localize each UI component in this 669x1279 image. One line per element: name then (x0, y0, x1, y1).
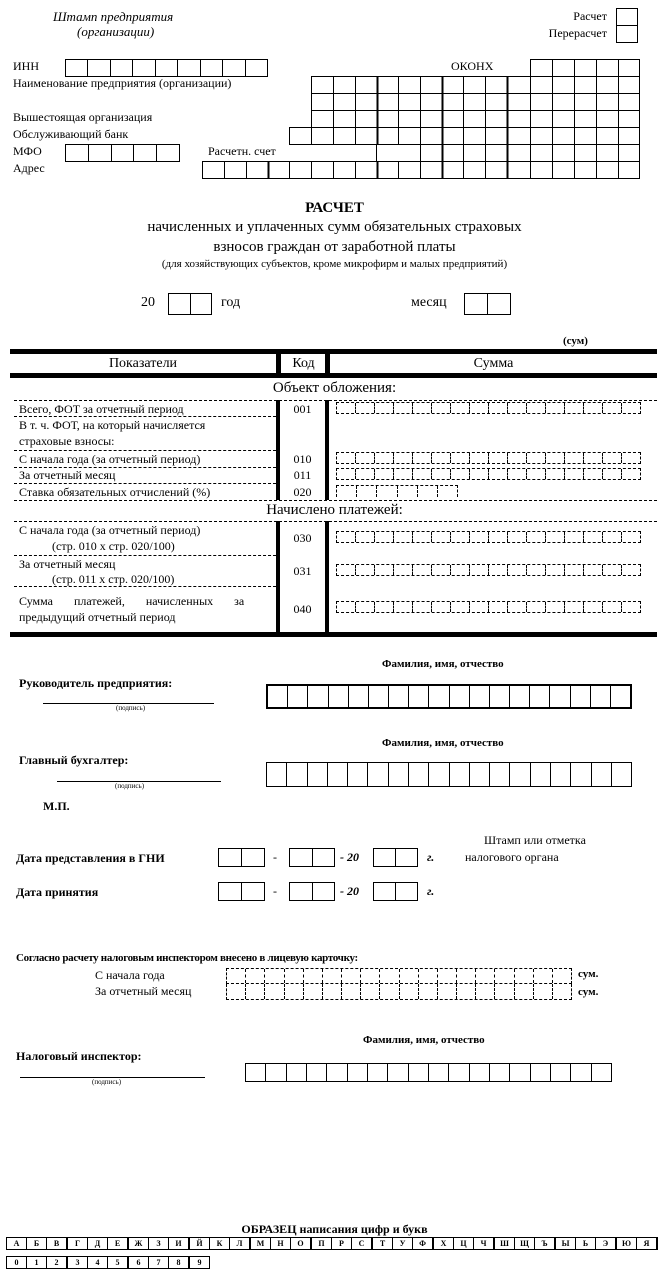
sample-letter: К (210, 1238, 230, 1249)
col-divider (325, 352, 330, 375)
sum-input-040[interactable] (336, 601, 641, 613)
sample-letter: Л (230, 1238, 251, 1249)
month-input[interactable] (464, 293, 511, 315)
director-label: Руководитель предприятия: (19, 676, 173, 690)
row-label: С начала года (за отчетный период) (19, 452, 201, 466)
sample-letter: Ь (576, 1238, 596, 1249)
year-prefix: - 20 (340, 850, 359, 864)
sample-title: ОБРАЗЕЦ написания цифр и букв (241, 1222, 428, 1236)
from-year-label: С начала года (95, 968, 165, 982)
year-suffix: г. (427, 850, 435, 864)
okonh-label: ОКОНХ (451, 59, 494, 73)
year-suffix: г. (427, 884, 435, 898)
section-charged: Начислено платежей: (266, 502, 403, 518)
table-bottom-border (10, 632, 657, 637)
accountant-label: Главный бухгалтер: (19, 753, 129, 767)
sample-letter: Ъ (535, 1238, 556, 1249)
sample-digit: 2 (47, 1257, 68, 1268)
company-name-label: Наименование предприятия (организации) (13, 76, 232, 90)
bank-label: Обслуживающий банк (13, 127, 129, 141)
sample-letter: Й (190, 1238, 210, 1249)
sample-letter: Г (68, 1238, 88, 1249)
row-label: Ставка обязательных отчислений (%) (19, 485, 211, 499)
row-label: С начала года (за отчетный период) (19, 523, 201, 537)
row-code: 010 (293, 452, 312, 466)
from-year-sum-input[interactable] (226, 968, 572, 984)
year-prefix: 20 (141, 295, 155, 310)
sample-digit: 1 (27, 1257, 47, 1268)
sample-letter: Р (332, 1238, 352, 1249)
row-label: В т. ч. ФОТ, на который начисляется (19, 418, 206, 432)
col-indicators: Показатели (108, 356, 178, 371)
sample-letter: В (47, 1238, 68, 1249)
inspector-fio-input[interactable] (245, 1063, 612, 1082)
accountant-fio-input[interactable] (266, 762, 632, 787)
doc-title: РАСЧЕТ (305, 200, 364, 216)
col-divider (325, 400, 329, 500)
year-prefix: - 20 (340, 884, 359, 898)
row-label: страховые взносы: (19, 434, 115, 448)
sample-letter: О (291, 1238, 312, 1249)
fio-label: Фамилия, имя, отчество (382, 737, 504, 749)
stamp-label: Штамп предприятия (53, 9, 174, 24)
sample-letter: Ч (474, 1238, 495, 1249)
sample-letter: Ю (617, 1238, 637, 1249)
sample-letter: И (169, 1238, 190, 1249)
sample-letter: Ф (413, 1238, 434, 1249)
col-sum: Сумма (473, 356, 514, 371)
signature-hint: (подпись) (116, 704, 146, 712)
sample-digit: 4 (88, 1257, 108, 1268)
sample-letter: М (251, 1238, 271, 1249)
row-code: 040 (293, 602, 312, 616)
tax-stamp-label: Штамп или отметка (484, 833, 586, 847)
accepted-year-input[interactable] (373, 882, 418, 901)
unit-label: (сум) (563, 335, 588, 347)
row-label: За отчетный месяц (19, 557, 116, 571)
submitted-day-input[interactable] (218, 848, 265, 867)
account-label: Расчетн. счет (208, 144, 276, 158)
sample-digit: 7 (149, 1257, 169, 1268)
inspector-label: Налоговый инспектор: (16, 1049, 142, 1063)
sample-letter: Т (373, 1238, 393, 1249)
row-code: 011 (293, 468, 312, 482)
row-code: 031 (293, 564, 312, 578)
sample-letter: П (312, 1238, 332, 1249)
sample-letter: Ц (454, 1238, 474, 1249)
row-label: За отчетный месяц (19, 468, 116, 482)
sample-letter: Ш (495, 1238, 515, 1249)
sample-digit: 0 (7, 1257, 27, 1268)
year-label: год (221, 295, 241, 310)
sum-input-020[interactable] (336, 485, 458, 497)
address-label: Адрес (13, 161, 45, 175)
calc-label: Расчет (573, 9, 607, 23)
row-code: 020 (293, 485, 312, 499)
sample-letter: Э (596, 1238, 617, 1249)
sample-letter: Я (643, 1239, 650, 1248)
row-label-formula: (стр. 010 х стр. 020/100) (52, 539, 175, 553)
accepted-date-label: Дата принятия (16, 885, 99, 899)
doc-title-line2: начисленных и уплаченных сумм обязательных страховых (147, 219, 522, 235)
requisites-grid[interactable] (0, 0, 669, 190)
sample-digits (6, 1256, 210, 1269)
stamp-label-sub: (организации) (77, 24, 155, 39)
sample-letter: Б (27, 1238, 47, 1249)
col-code: Код (292, 356, 315, 371)
sample-letter: Н (271, 1238, 291, 1249)
inspector-note: Согласно расчету налоговым инспектором внесено в лицевую карточку: (16, 952, 358, 964)
doc-subtitle: (для хозяйствующих субъектов, кроме микрофирм и малых предприятий) (161, 258, 508, 270)
row-label: Всего, ФОТ за отчетный период (19, 402, 184, 416)
table-top-border (10, 349, 657, 354)
sample-letters (6, 1237, 658, 1250)
sample-digit: 9 (197, 1258, 202, 1267)
signature-hint: (подпись) (115, 782, 145, 790)
for-month-sum-input[interactable] (226, 984, 572, 1000)
date-separator: - (273, 884, 277, 898)
sample-digit: 6 (129, 1257, 149, 1268)
col-divider (276, 352, 281, 375)
sample-letter: С (352, 1238, 373, 1249)
col-divider (325, 521, 329, 634)
accepted-day-input[interactable] (218, 882, 265, 901)
recalc-label: Перерасчет (548, 26, 607, 40)
month-label: месяц (411, 295, 447, 310)
sample-letter: Щ (515, 1238, 535, 1249)
section-object: Объект обложения: (272, 380, 397, 396)
sum-input-011[interactable] (336, 468, 641, 480)
sample-letter: А (7, 1238, 27, 1249)
sample-letter: Е (108, 1238, 129, 1249)
row-code: 001 (293, 402, 312, 416)
submitted-year-input[interactable] (373, 848, 418, 867)
parent-org-label: Вышестоящая организация (13, 110, 153, 124)
sample-letter: Х (434, 1238, 454, 1249)
director-fio-input[interactable] (266, 684, 632, 709)
currency-label: сум. (578, 986, 599, 998)
submitted-month-input[interactable] (289, 848, 335, 867)
sum-input-030[interactable] (336, 531, 641, 543)
sample-digit: 3 (68, 1257, 88, 1268)
header-bottom-border (10, 373, 657, 378)
inn-label: ИНН (13, 59, 39, 73)
sum-input-010[interactable] (336, 452, 641, 464)
sample-letter: Ы (556, 1238, 576, 1249)
year-input[interactable] (168, 293, 212, 315)
seal-label: М.П. (43, 799, 70, 813)
submitted-date-label: Дата представления в ГНИ (16, 851, 165, 865)
for-month-label: За отчетный месяц (95, 984, 192, 998)
sample-letter: Ж (129, 1238, 149, 1249)
row-code: 030 (293, 531, 312, 545)
sample-letter: У (393, 1238, 413, 1249)
sum-input-001[interactable] (336, 402, 641, 414)
date-separator: - (273, 850, 277, 864)
tax-stamp-label-sub: налогового органа (465, 850, 559, 864)
mfo-label: МФО (13, 144, 42, 158)
sum-input-031[interactable] (336, 564, 641, 576)
fio-label: Фамилия, имя, отчество (382, 658, 504, 670)
sample-letter: Д (88, 1238, 108, 1249)
sample-letter: З (149, 1238, 169, 1249)
row-label: предыдущий отчетный период (19, 610, 176, 624)
sample-digit: 8 (169, 1257, 190, 1268)
doc-title-line3: взносов граждан от заработной платы (213, 239, 456, 255)
fio-label: Фамилия, имя, отчество (363, 1034, 485, 1046)
currency-label: сум. (578, 968, 599, 980)
signature-hint: (подпись) (92, 1078, 122, 1086)
row-label-formula: (стр. 011 х стр. 020/100) (52, 572, 175, 586)
accepted-month-input[interactable] (289, 882, 335, 901)
sample-digit: 5 (108, 1257, 129, 1268)
row-label: Сумма платежей, начисленных за (19, 594, 245, 608)
